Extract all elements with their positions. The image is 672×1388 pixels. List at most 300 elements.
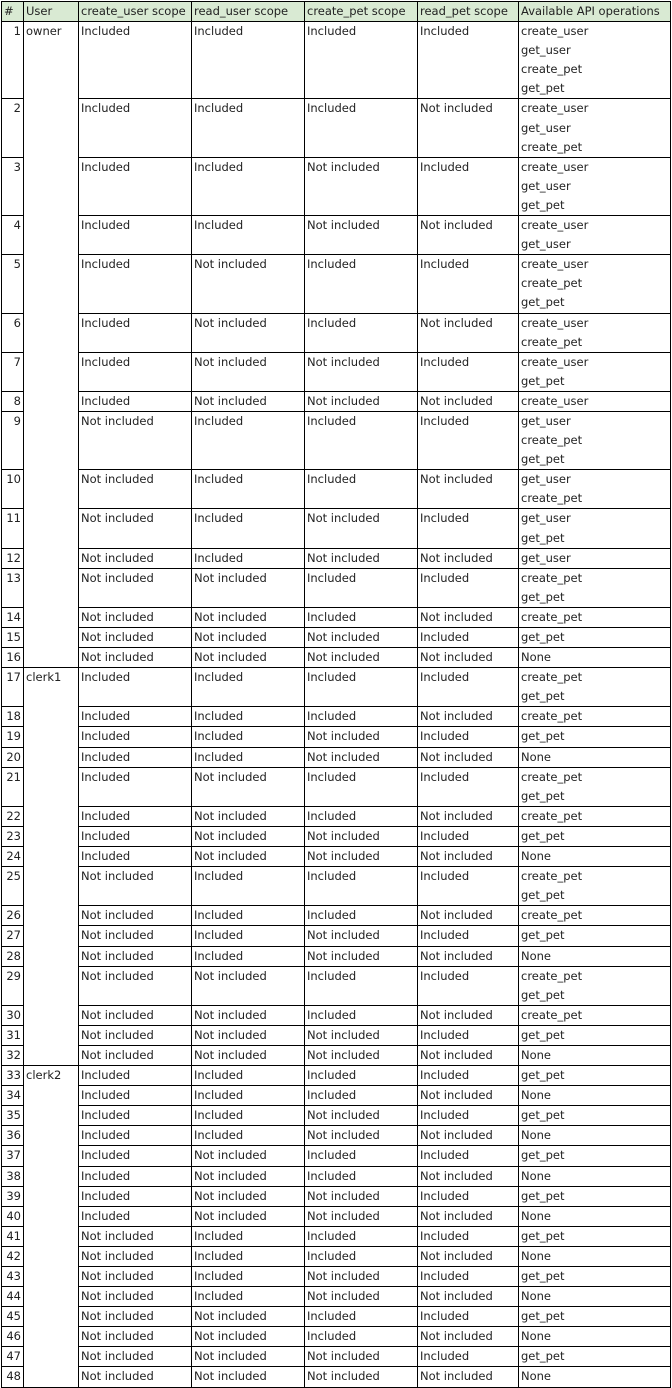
create-user-scope-cell: Not included <box>79 648 192 668</box>
operation-item: None <box>521 1088 552 1103</box>
create-pet-scope-cell: Included <box>305 313 418 352</box>
read-pet-scope-cell: Not included <box>418 391 519 411</box>
row-number: 11 <box>2 509 24 548</box>
read-user-scope-cell: Included <box>192 22 305 99</box>
header-user: User <box>24 2 79 22</box>
operations-cell <box>519 926 671 946</box>
create-pet-scope-cell: Included <box>305 1246 418 1266</box>
create-user-scope-cell: Not included <box>79 1045 192 1065</box>
operation-item: get_pet <box>521 1309 565 1324</box>
table-row <box>2 1367 671 1387</box>
table-row <box>2 648 671 668</box>
table-row <box>2 391 671 411</box>
read-user-scope-cell: Not included <box>192 767 305 806</box>
row-number: 32 <box>2 1045 24 1065</box>
create-pet-scope-cell: Not included <box>305 826 418 846</box>
operations-cell <box>519 1146 671 1166</box>
read-user-scope-cell: Included <box>192 1246 305 1266</box>
header-read-pet-scope: read_pet scope <box>418 2 519 22</box>
operation-item: get_pet <box>521 630 565 644</box>
operation-item: create_pet <box>521 62 583 77</box>
create-user-scope-cell: Included <box>79 1186 192 1206</box>
read-user-scope-cell: Not included <box>192 1186 305 1206</box>
table-row <box>2 1267 671 1287</box>
operations-cell <box>519 1327 671 1347</box>
operations-cell <box>519 727 671 747</box>
create-user-scope-cell: Included <box>79 1206 192 1226</box>
user-cell: owner <box>24 22 79 668</box>
table-row <box>2 867 671 906</box>
row-number: 39 <box>2 1186 24 1206</box>
row-number: 21 <box>2 767 24 806</box>
operations-cell <box>519 509 671 548</box>
operation-item: get_pet <box>521 1068 565 1083</box>
read-pet-scope-cell: Not included <box>418 1246 519 1266</box>
operations-cell <box>519 1307 671 1327</box>
create-user-scope-cell: Included <box>79 826 192 846</box>
read-pet-scope-cell: Not included <box>418 1045 519 1065</box>
operations-cell <box>519 648 671 668</box>
create-pet-scope-cell: Not included <box>305 1045 418 1065</box>
table-row <box>2 1226 671 1246</box>
read-pet-scope-cell: Included <box>418 509 519 548</box>
row-number: 2 <box>2 99 24 157</box>
read-pet-scope-cell: Included <box>418 867 519 906</box>
read-pet-scope-cell: Included <box>418 668 519 707</box>
create-pet-scope-cell: Not included <box>305 157 418 215</box>
operations-cell <box>519 313 671 352</box>
operations-cell <box>519 1066 671 1086</box>
operation-item: create_pet <box>521 491 583 506</box>
read-pet-scope-cell: Not included <box>418 1206 519 1226</box>
operations-cell <box>519 1106 671 1126</box>
read-pet-scope-cell: Not included <box>418 313 519 352</box>
operation-item: get_pet <box>521 295 565 310</box>
table-row <box>2 747 671 767</box>
create-pet-scope-cell: Not included <box>305 216 418 255</box>
table-row <box>2 1005 671 1025</box>
row-number: 48 <box>2 1367 24 1387</box>
read-user-scope-cell: Included <box>192 1267 305 1287</box>
operations-cell <box>519 157 671 215</box>
read-user-scope-cell: Included <box>192 1126 305 1146</box>
operations-cell <box>519 1025 671 1045</box>
row-number: 15 <box>2 628 24 648</box>
table-row <box>2 1106 671 1126</box>
create-pet-scope-cell: Included <box>305 1327 418 1347</box>
row-number: 29 <box>2 966 24 1005</box>
operation-item: get_pet <box>521 928 565 943</box>
create-user-scope-cell: Not included <box>79 1367 192 1387</box>
create-user-scope-cell: Not included <box>79 1287 192 1307</box>
row-number: 22 <box>2 806 24 826</box>
operations-cell <box>519 352 671 391</box>
read-user-scope-cell: Not included <box>192 966 305 1005</box>
create-pet-scope-cell: Included <box>305 767 418 806</box>
row-number: 44 <box>2 1287 24 1307</box>
read-user-scope-cell: Included <box>192 509 305 548</box>
table-row <box>2 1186 671 1206</box>
table-row <box>2 906 671 926</box>
operation-item: create_user <box>521 24 589 39</box>
create-pet-scope-cell: Not included <box>305 1367 418 1387</box>
table-row <box>2 668 671 707</box>
operations-cell <box>519 966 671 1005</box>
operations-cell <box>519 1226 671 1246</box>
header-create-user-scope: create_user scope <box>79 2 192 22</box>
table-row <box>2 157 671 215</box>
create-pet-scope-cell: Not included <box>305 727 418 747</box>
operation-item: create_pet <box>521 670 583 685</box>
create-user-scope-cell: Included <box>79 847 192 867</box>
operations-cell <box>519 607 671 627</box>
create-user-scope-cell: Not included <box>79 548 192 568</box>
operation-item: get_pet <box>521 373 565 388</box>
read-user-scope-cell: Included <box>192 906 305 926</box>
operations-cell <box>519 1045 671 1065</box>
create-user-scope-cell: Included <box>79 1086 192 1106</box>
create-user-scope-cell: Not included <box>79 946 192 966</box>
create-pet-scope-cell: Included <box>305 867 418 906</box>
table-row <box>2 707 671 727</box>
read-pet-scope-cell: Not included <box>418 1166 519 1186</box>
create-pet-scope-cell: Not included <box>305 391 418 411</box>
create-user-scope-cell: Included <box>79 1126 192 1146</box>
create-user-scope-cell: Included <box>79 1146 192 1166</box>
read-user-scope-cell: Included <box>192 747 305 767</box>
table-row <box>2 607 671 627</box>
read-pet-scope-cell: Included <box>418 1066 519 1086</box>
read-pet-scope-cell: Not included <box>418 906 519 926</box>
operation-item: create_user <box>521 218 589 233</box>
create-user-scope-cell: Included <box>79 668 192 707</box>
row-number: 23 <box>2 826 24 846</box>
create-pet-scope-cell: Included <box>305 966 418 1005</box>
read-pet-scope-cell: Included <box>418 568 519 607</box>
user-cell: clerk1 <box>24 668 79 1066</box>
read-pet-scope-cell: Included <box>418 1186 519 1206</box>
create-user-scope-cell: Included <box>79 157 192 215</box>
read-user-scope-cell: Not included <box>192 1206 305 1226</box>
table-row <box>2 966 671 1005</box>
create-pet-scope-cell: Not included <box>305 548 418 568</box>
create-pet-scope-cell: Not included <box>305 1287 418 1307</box>
operation-item: get_pet <box>521 689 565 704</box>
create-user-scope-cell: Not included <box>79 1005 192 1025</box>
read-user-scope-cell: Not included <box>192 1307 305 1327</box>
read-pet-scope-cell: Not included <box>418 99 519 157</box>
create-pet-scope-cell: Not included <box>305 946 418 966</box>
operations-cell <box>519 1126 671 1146</box>
header-number: # <box>2 2 24 22</box>
create-pet-scope-cell: Not included <box>305 648 418 668</box>
create-user-scope-cell: Included <box>79 806 192 826</box>
table-row <box>2 1327 671 1347</box>
read-user-scope-cell: Not included <box>192 1146 305 1166</box>
operations-cell <box>519 1166 671 1186</box>
create-user-scope-cell: Not included <box>79 926 192 946</box>
operation-item: create_pet <box>521 709 583 724</box>
table-row <box>2 946 671 966</box>
row-number: 28 <box>2 946 24 966</box>
row-number: 31 <box>2 1025 24 1045</box>
operation-item: get_pet <box>521 987 565 1002</box>
read-user-scope-cell: Included <box>192 727 305 747</box>
table-row <box>2 847 671 867</box>
create-pet-scope-cell: Not included <box>305 847 418 867</box>
read-pet-scope-cell: Not included <box>418 216 519 255</box>
operations-cell <box>519 568 671 607</box>
row-number: 41 <box>2 1226 24 1246</box>
read-pet-scope-cell: Included <box>418 1347 519 1367</box>
user-cell: clerk2 <box>24 1066 79 1388</box>
create-pet-scope-cell: Included <box>305 255 418 313</box>
row-number: 35 <box>2 1106 24 1126</box>
read-user-scope-cell: Included <box>192 411 305 469</box>
create-user-scope-cell: Included <box>79 255 192 313</box>
create-user-scope-cell: Not included <box>79 1246 192 1266</box>
operation-item: create_pet <box>521 968 583 983</box>
read-pet-scope-cell: Not included <box>418 806 519 826</box>
operations-cell <box>519 707 671 727</box>
row-number: 13 <box>2 568 24 607</box>
create-user-scope-cell: Included <box>79 707 192 727</box>
create-pet-scope-cell: Included <box>305 1086 418 1106</box>
table-row <box>2 313 671 352</box>
read-user-scope-cell: Not included <box>192 648 305 668</box>
table-row <box>2 826 671 846</box>
table-row <box>2 1025 671 1045</box>
operations-cell <box>519 867 671 906</box>
table-row <box>2 568 671 607</box>
create-pet-scope-cell: Included <box>305 1166 418 1186</box>
operations-cell <box>519 1367 671 1387</box>
operations-cell <box>519 548 671 568</box>
row-number: 7 <box>2 352 24 391</box>
operations-cell <box>519 806 671 826</box>
read-pet-scope-cell: Included <box>418 767 519 806</box>
read-pet-scope-cell: Not included <box>418 1287 519 1307</box>
table-row <box>2 1086 671 1106</box>
operation-item: None <box>521 1128 552 1143</box>
create-user-scope-cell: Not included <box>79 509 192 548</box>
operation-item: create_pet <box>521 609 583 624</box>
create-pet-scope-cell: Included <box>305 1146 418 1166</box>
create-user-scope-cell: Not included <box>79 906 192 926</box>
create-pet-scope-cell: Included <box>305 22 418 99</box>
table-row <box>2 1347 671 1367</box>
create-user-scope-cell: Not included <box>79 1347 192 1367</box>
create-user-scope-cell: Included <box>79 747 192 767</box>
read-user-scope-cell: Not included <box>192 826 305 846</box>
read-pet-scope-cell: Included <box>418 1146 519 1166</box>
read-user-scope-cell: Not included <box>192 391 305 411</box>
operation-item: get_pet <box>521 589 565 604</box>
create-user-scope-cell: Not included <box>79 1267 192 1287</box>
header-row <box>2 2 671 22</box>
read-pet-scope-cell: Not included <box>418 1126 519 1146</box>
operation-item: create_pet <box>521 908 583 923</box>
read-user-scope-cell: Not included <box>192 1025 305 1045</box>
operation-item: get_user <box>521 237 571 252</box>
create-pet-scope-cell: Not included <box>305 1347 418 1367</box>
read-pet-scope-cell: Included <box>418 628 519 648</box>
operations-cell <box>519 767 671 806</box>
create-user-scope-cell: Included <box>79 391 192 411</box>
read-pet-scope-cell: Not included <box>418 847 519 867</box>
operation-item: get_user <box>521 413 571 428</box>
read-pet-scope-cell: Not included <box>418 1327 519 1347</box>
scope-table <box>1 1 671 1388</box>
operation-item: create_user <box>521 315 589 330</box>
operation-item: get_pet <box>521 828 565 843</box>
read-pet-scope-cell: Included <box>418 926 519 946</box>
table-body <box>2 22 671 1387</box>
create-pet-scope-cell: Not included <box>305 1106 418 1126</box>
read-user-scope-cell: Not included <box>192 1347 305 1367</box>
operation-item: get_user <box>521 550 571 565</box>
read-user-scope-cell: Included <box>192 867 305 906</box>
table-row <box>2 926 671 946</box>
operation-item: get_pet <box>521 1349 565 1364</box>
operation-item: get_pet <box>521 1269 565 1283</box>
table-row <box>2 470 671 509</box>
row-number: 6 <box>2 313 24 352</box>
read-pet-scope-cell: Not included <box>418 707 519 727</box>
create-user-scope-cell: Included <box>79 1166 192 1186</box>
table-row <box>2 216 671 255</box>
read-user-scope-cell: Included <box>192 99 305 157</box>
operations-cell <box>519 946 671 966</box>
create-user-scope-cell: Included <box>79 1066 192 1086</box>
read-user-scope-cell: Included <box>192 926 305 946</box>
operations-cell <box>519 1186 671 1206</box>
create-pet-scope-cell: Not included <box>305 1025 418 1045</box>
row-number: 9 <box>2 411 24 469</box>
row-number: 26 <box>2 906 24 926</box>
row-number: 46 <box>2 1327 24 1347</box>
create-pet-scope-cell: Not included <box>305 352 418 391</box>
operations-cell <box>519 906 671 926</box>
table-row <box>2 767 671 806</box>
operation-item: get_user <box>521 43 571 58</box>
create-pet-scope-cell: Included <box>305 607 418 627</box>
row-number: 25 <box>2 867 24 906</box>
read-user-scope-cell: Not included <box>192 352 305 391</box>
row-number: 34 <box>2 1086 24 1106</box>
operation-item: create_pet <box>521 139 583 154</box>
read-pet-scope-cell: Not included <box>418 946 519 966</box>
operation-item: create_user <box>521 354 589 369</box>
operations-cell <box>519 470 671 509</box>
table-row <box>2 509 671 548</box>
operation-item: create_user <box>521 393 589 408</box>
row-number: 14 <box>2 607 24 627</box>
operations-cell <box>519 747 671 767</box>
row-number: 38 <box>2 1166 24 1186</box>
operation-item: create_pet <box>521 769 583 784</box>
row-number: 43 <box>2 1267 24 1287</box>
operations-cell <box>519 216 671 255</box>
operation-item: None <box>521 1289 552 1304</box>
create-user-scope-cell: Included <box>79 313 192 352</box>
operations-cell <box>519 847 671 867</box>
operation-item: create_user <box>521 101 589 116</box>
read-user-scope-cell: Not included <box>192 255 305 313</box>
operation-item: None <box>521 1208 552 1223</box>
table-row <box>2 1206 671 1226</box>
create-pet-scope-cell: Included <box>305 1226 418 1246</box>
row-number: 10 <box>2 470 24 509</box>
table-row <box>2 255 671 313</box>
table-row <box>2 22 671 99</box>
read-user-scope-cell: Included <box>192 1066 305 1086</box>
read-user-scope-cell: Not included <box>192 313 305 352</box>
read-pet-scope-cell: Included <box>418 1025 519 1045</box>
create-user-scope-cell: Included <box>79 767 192 806</box>
row-number: 37 <box>2 1146 24 1166</box>
operation-item: create_pet <box>521 276 583 291</box>
create-pet-scope-cell: Not included <box>305 747 418 767</box>
read-user-scope-cell: Included <box>192 470 305 509</box>
create-pet-scope-cell: Included <box>305 1066 418 1086</box>
operation-item: None <box>521 650 552 665</box>
operations-cell <box>519 99 671 157</box>
operation-item: get_pet <box>521 788 565 803</box>
operation-item: get_pet <box>521 81 565 96</box>
operations-cell <box>519 411 671 469</box>
create-pet-scope-cell: Not included <box>305 926 418 946</box>
create-user-scope-cell: Not included <box>79 867 192 906</box>
read-user-scope-cell: Included <box>192 157 305 215</box>
read-pet-scope-cell: Not included <box>418 548 519 568</box>
create-pet-scope-cell: Not included <box>305 1186 418 1206</box>
create-pet-scope-cell: Included <box>305 1005 418 1025</box>
operations-cell <box>519 1005 671 1025</box>
row-number: 30 <box>2 1005 24 1025</box>
operation-item: get_pet <box>521 530 565 545</box>
operations-cell <box>519 1267 671 1287</box>
table-row <box>2 806 671 826</box>
create-user-scope-cell: Not included <box>79 1226 192 1246</box>
operation-item: create_pet <box>521 869 583 884</box>
row-number: 27 <box>2 926 24 946</box>
table-row <box>2 1066 671 1086</box>
read-user-scope-cell: Included <box>192 668 305 707</box>
operation-item: create_pet <box>521 334 583 349</box>
operation-item: get_pet <box>521 452 565 467</box>
create-pet-scope-cell: Included <box>305 707 418 727</box>
create-pet-scope-cell: Included <box>305 411 418 469</box>
read-pet-scope-cell: Included <box>418 22 519 99</box>
read-pet-scope-cell: Included <box>418 966 519 1005</box>
row-number: 45 <box>2 1307 24 1327</box>
read-pet-scope-cell: Included <box>418 255 519 313</box>
operation-item: None <box>521 1047 552 1062</box>
read-pet-scope-cell: Included <box>418 727 519 747</box>
operation-item: None <box>521 1329 552 1344</box>
read-user-scope-cell: Not included <box>192 1005 305 1025</box>
operations-cell <box>519 22 671 99</box>
create-pet-scope-cell: Included <box>305 99 418 157</box>
operation-item: get_user <box>521 120 571 135</box>
table-row <box>2 1146 671 1166</box>
operation-item: get_pet <box>521 888 565 903</box>
table-row <box>2 727 671 747</box>
operation-item: get_user <box>521 472 571 487</box>
operations-cell <box>519 391 671 411</box>
row-number: 40 <box>2 1206 24 1226</box>
